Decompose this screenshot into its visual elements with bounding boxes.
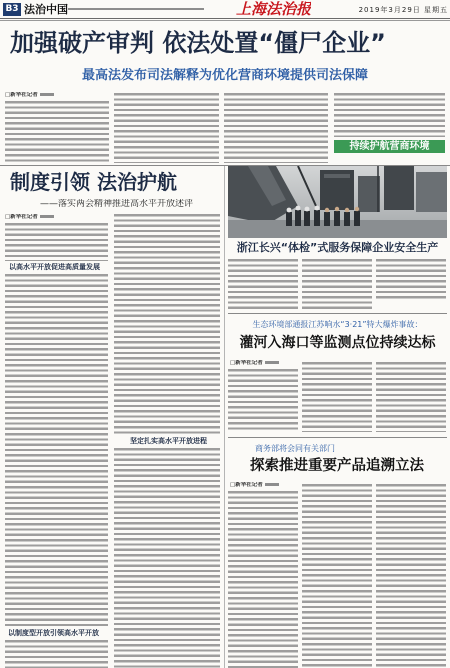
feature-byline-text: □新华社记者: [5, 214, 38, 220]
feature-subhead: 以制度型开放引领高水平开放: [8, 629, 99, 637]
section-name: 法治中国: [24, 3, 68, 16]
feature-headline: 制度引领 法治护航: [10, 170, 177, 194]
body-text: [5, 101, 109, 163]
photo-story-headline: 浙江长兴“体检”式服务保障企业安全生产: [236, 241, 439, 254]
page-number-badge: B3: [3, 3, 21, 16]
lead-subtitle: 最高法发布司法解释为优化营商环境提供司法保障: [81, 68, 368, 83]
masthead-logo: 上海法治报: [236, 1, 312, 18]
lead-byline: [5, 92, 109, 99]
byline-name: [40, 215, 54, 217]
editor-credits: [68, 8, 204, 10]
body-text: [376, 259, 446, 299]
body-text: [302, 484, 372, 668]
feature-subhead: 坚定扎实高水平开放进程: [130, 437, 207, 445]
body-text: [376, 484, 446, 668]
byline-name: [40, 93, 54, 95]
topic-tag: 持续护航营商环境: [334, 140, 445, 153]
section-divider: [228, 313, 447, 314]
news-byline-text: □新华社记者: [230, 360, 263, 366]
issue-date: 2019年3月29日 星期五: [358, 6, 448, 14]
news-kicker: 商务部将会同有关部门: [255, 444, 335, 453]
body-text: [302, 259, 372, 309]
body-text: [334, 93, 445, 137]
header-rule-thin: [0, 20, 450, 21]
body-text: [114, 214, 220, 434]
body-text: [224, 93, 328, 163]
feature-subhead: 以高水平开放促进高质量发展: [9, 263, 100, 271]
feature-byline: [5, 214, 108, 221]
body-text: [376, 362, 446, 432]
body-text: [5, 223, 108, 261]
body-text: [114, 93, 219, 163]
factory-photo: [228, 166, 447, 238]
news-byline: [230, 360, 298, 367]
lead-byline-text: □新华社记者: [5, 92, 38, 98]
section-divider: [228, 437, 447, 438]
body-text: [5, 274, 108, 626]
feature-subtitle: ——落实两会精神推进高水平开放述评: [40, 199, 194, 209]
byline-name: [265, 483, 279, 485]
news-kicker: 生态环境部通报江苏响水“3·21”特大爆炸事故：: [252, 320, 423, 329]
news-headline: 灌河入海口等监测点位持续达标: [239, 335, 436, 351]
body-text: [228, 369, 298, 432]
body-text: [5, 640, 108, 668]
byline-name: [265, 361, 279, 363]
lead-headline: 加强破产审判 依法处置“僵尸企业”: [10, 29, 386, 57]
body-text: [228, 259, 298, 309]
body-text: [114, 448, 220, 668]
news-byline-text: □新华社记者: [230, 482, 263, 488]
news-headline: 探索推进重要产品追溯立法: [250, 458, 424, 474]
news-byline: [230, 482, 298, 489]
column-divider: [224, 166, 225, 668]
body-text: [228, 491, 298, 668]
body-text: [302, 362, 372, 432]
header-rule: [0, 18, 450, 19]
